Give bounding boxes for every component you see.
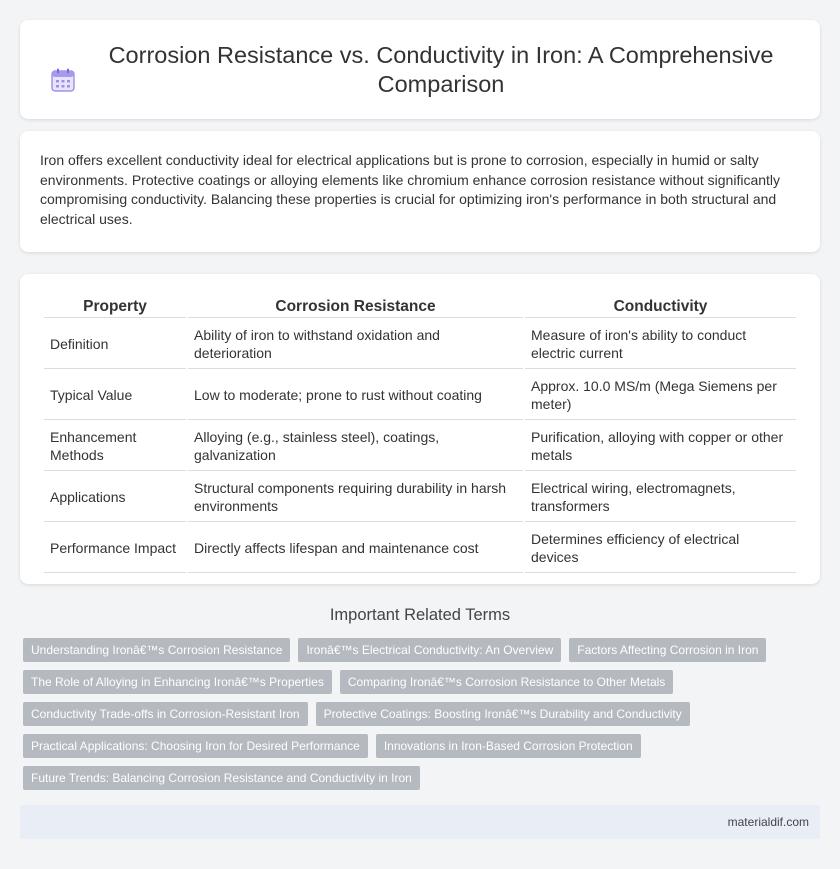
related-term-link[interactable]: Comparing Ironâ€™s Corrosion Resistance to Other Metals: [340, 670, 673, 694]
table-row: [44, 473, 796, 522]
cell-property: Enhancement Methods: [44, 422, 186, 471]
table-row: [44, 371, 796, 420]
cell-corrosion: Ability of iron to withstand oxidation and deterioration: [188, 320, 523, 369]
related-term-link[interactable]: Conductivity Trade-offs in Corrosion-Resistant Iron: [23, 702, 308, 726]
related-term-link[interactable]: Ironâ€™s Electrical Conductivity: An Overview: [298, 638, 561, 662]
cell-corrosion: Alloying (e.g., stainless steel), coatings, galvanization: [188, 422, 523, 471]
cell-property: Typical Value: [44, 371, 186, 420]
header-corrosion-resistance: Corrosion Resistance: [188, 296, 523, 318]
related-term-link[interactable]: The Role of Alloying in Enhancing Ironâ€™s Properties: [23, 670, 332, 694]
cell-conductivity: Measure of iron's ability to conduct electric current: [525, 320, 796, 369]
cell-conductivity: Electrical wiring, electromagnets, transformers: [525, 473, 796, 522]
calendar-grid-icon: [50, 67, 76, 93]
table-row: [44, 422, 796, 471]
cell-conductivity: Determines efficiency of electrical devices: [525, 524, 796, 573]
related-term-link[interactable]: Factors Affecting Corrosion in Iron: [569, 638, 766, 662]
related-terms-title: Important Related Terms: [329, 606, 511, 624]
header-property: Property: [44, 296, 186, 318]
cell-conductivity: Purification, alloying with copper or other metals: [525, 422, 796, 471]
comparison-table: [42, 294, 798, 575]
cell-conductivity: Approx. 10.0 MS/m (Mega Siemens per meter): [525, 371, 796, 420]
intro-card: [20, 131, 820, 252]
table-row: [44, 524, 796, 573]
header-conductivity: Conductivity: [525, 296, 796, 318]
related-term-link[interactable]: Protective Coatings: Boosting Ironâ€™s Durability and Conductivity: [316, 702, 690, 726]
cell-corrosion: Directly affects lifespan and maintenance cost: [188, 524, 523, 573]
comparison-table-card: [20, 274, 820, 584]
related-term-link[interactable]: Innovations in Iron-Based Corrosion Protection: [376, 734, 641, 758]
related-terms-list: [23, 638, 823, 798]
table-row: [44, 320, 796, 369]
title-wrap: [50, 41, 790, 99]
related-term-link[interactable]: Understanding Ironâ€™s Corrosion Resistance: [23, 638, 290, 662]
related-term-link[interactable]: Future Trends: Balancing Corrosion Resistance and Conductivity in Iron: [23, 766, 420, 790]
table-header-row: [44, 296, 796, 318]
footer-site-link[interactable]: materialdif.com: [727, 815, 809, 829]
related-term-link[interactable]: Practical Applications: Choosing Iron for Desired Performance: [23, 734, 368, 758]
page-title: Corrosion Resistance vs. Conductivity in Iron: A Comprehensive Comparison: [108, 41, 774, 97]
header-card: [20, 20, 820, 119]
cell-property: Performance Impact: [44, 524, 186, 573]
cell-property: Definition: [44, 320, 186, 369]
cell-property: Applications: [44, 473, 186, 522]
cell-corrosion: Structural components requiring durability in harsh environments: [188, 473, 523, 522]
intro-text: Iron offers excellent conductivity ideal for electrical applications but is prone to corrosion, especially in humid or salty environments. Protective coatings or alloying elements like chromium enhance corrosion resistance without significantly compromising conductivity. Balancing these properties is crucial for optimizing iron's performance in both structural and electrical uses.: [40, 152, 781, 227]
cell-corrosion: Low to moderate; prone to rust without coating: [188, 371, 523, 420]
footer: [20, 805, 820, 839]
